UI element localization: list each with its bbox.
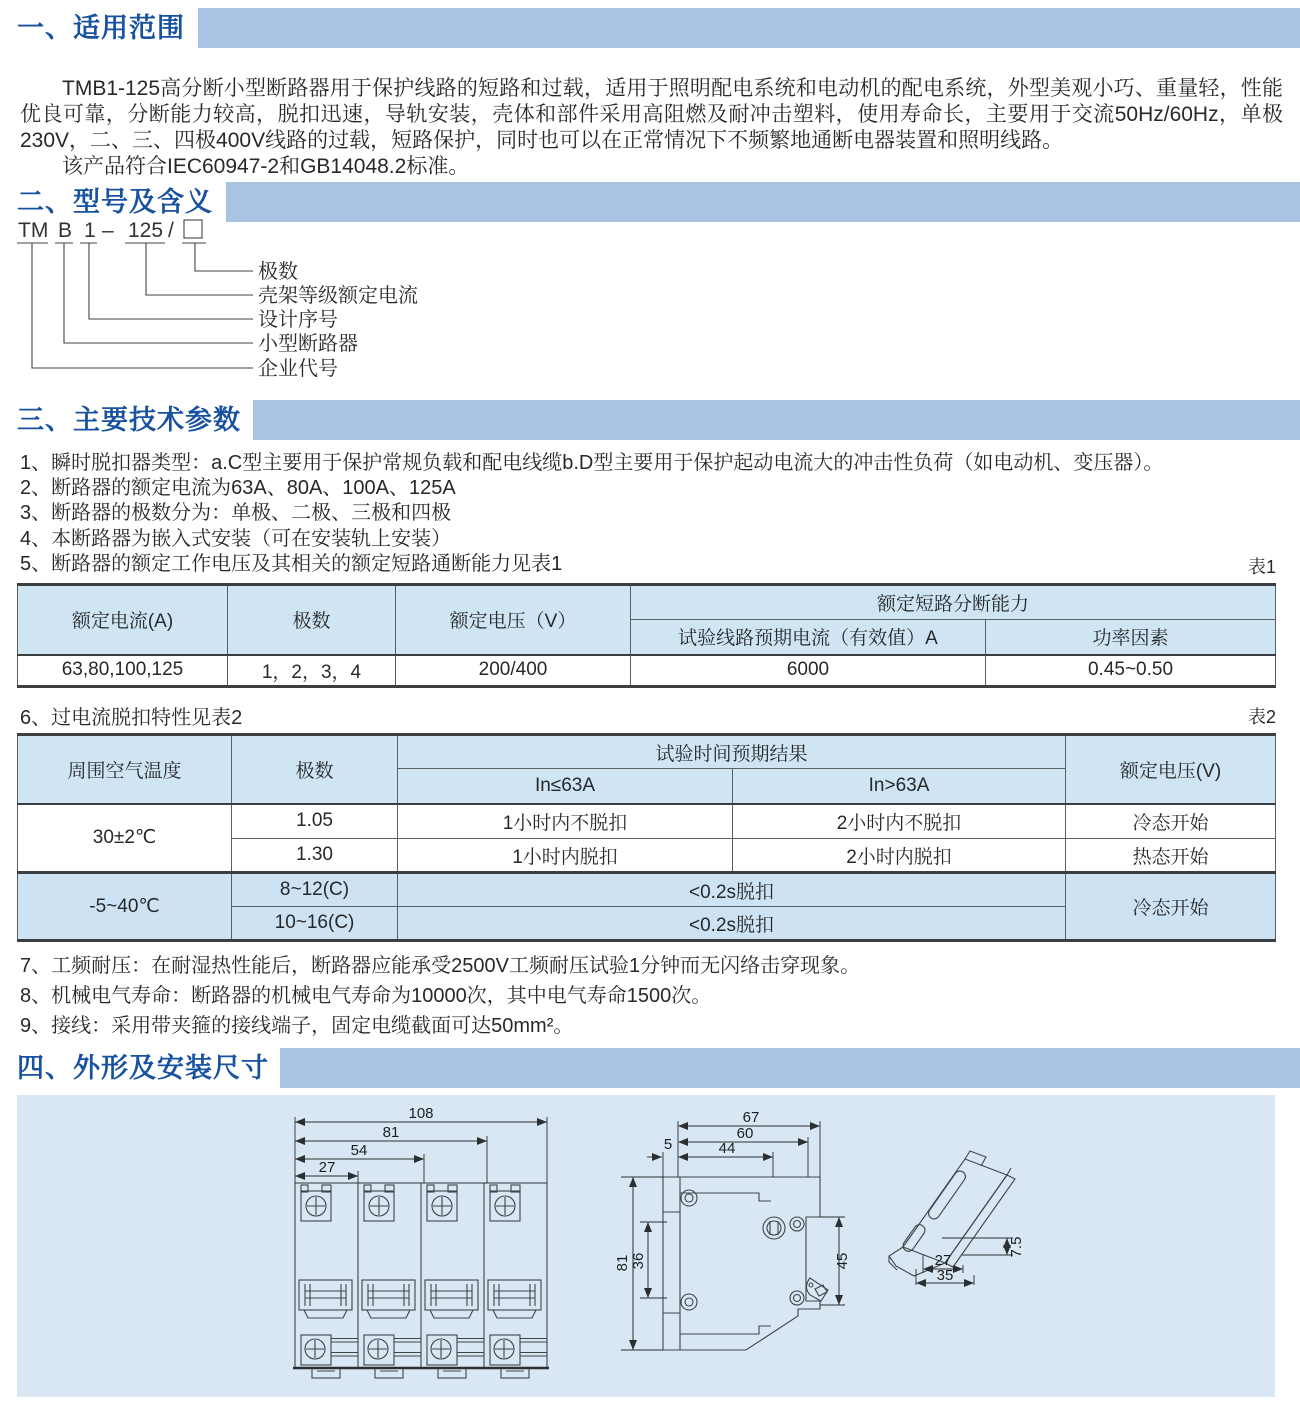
section-header-model — [17, 182, 1300, 222]
din-rail-drawing — [889, 1151, 1025, 1285]
t2-cell: 1.30 — [232, 839, 398, 873]
list-item: 2、断路器的额定电流为63A、80A、100A、125A — [20, 477, 456, 500]
t2-cell: 8~12(C) — [232, 873, 398, 907]
t2-cell: <0.2s脱扣 — [398, 907, 1066, 941]
model-designation-diagram — [10, 218, 470, 390]
intro-paragraph: TMB1-125高分断小型断路器用于保护线路的短路和过载，适用于照明配电系统和电动机的配电系统，外型美观小巧、重量轻，性能优良可靠，分断能力较高，脱扣迅速，导轨安装，壳体和部件采用高阻燃及耐冲击塑料，使用寿命长，主要用于交流50Hz/60Hz，单极230V，二、三、四极400V线路的过载，短路保护，同时也可以在正常情况下不频繁地通断电器装置和照明线路。 — [20, 77, 1283, 152]
table-row — [18, 655, 1276, 687]
list-item: 3、断路器的极数分为：单极、二极、三极和四极 — [20, 502, 452, 525]
table2-tag: 表2 — [1247, 707, 1276, 727]
t2-cell: <0.2s脱扣 — [398, 873, 1066, 907]
dimension-drawings-panel — [17, 1095, 1275, 1397]
front-view-drawing — [293, 1105, 549, 1378]
front-dim-108: 108 — [408, 1105, 434, 1122]
model-part-company: TM — [18, 219, 49, 242]
model-part-current: 125 — [128, 219, 164, 242]
rated-breaking-capacity-table — [17, 583, 1276, 688]
side-dim-44: 44 — [718, 1140, 736, 1157]
front-dim-27: 27 — [318, 1159, 336, 1176]
table1-tag: 表1 — [1247, 557, 1276, 577]
t2-cell: 10~16(C) — [232, 907, 398, 941]
parameter-list — [20, 451, 1163, 577]
side-view-drawing — [614, 1109, 851, 1350]
dimension-drawings — [17, 1095, 1275, 1397]
standards-line: 该产品符合IEC60947-2和GB14048.2标准。 — [62, 155, 470, 178]
t2-cell-temp: 30±2℃ — [18, 804, 232, 873]
pole-count-box — [184, 220, 202, 238]
model-label-frame: 壳架等级额定电流 — [258, 285, 418, 307]
t2-header-poles: 极数 — [232, 735, 398, 804]
list-item: 5、断路器的额定工作电压及其相关的额定短路通断能力见表1 — [20, 552, 563, 575]
section-title: 二、型号及含义 — [17, 187, 213, 217]
model-label-poles: 极数 — [258, 261, 298, 283]
t2-cell: 1小时内不脱扣 — [398, 804, 733, 839]
model-label-mcb: 小型断路器 — [258, 333, 358, 355]
side-dim-45: 45 — [834, 1252, 851, 1270]
side-dim-81: 81 — [614, 1254, 631, 1272]
list-item: 1、瞬时脱扣器类型：a.C型主要用于保护常规负载和配电线缆b.D型主要用于保护起动电流大的冲击性负荷（如电动机、变压器）。 — [20, 452, 1164, 474]
rail-dim-27: 27 — [934, 1252, 952, 1269]
table-row — [18, 804, 1276, 839]
t1-header-poles: 极数 — [228, 585, 396, 655]
t2-cell-temp: -5~40℃ — [18, 873, 232, 941]
t1-subheader-power-factor: 功率因素 — [986, 620, 1276, 655]
section-title: 四、外形及安装尺寸 — [17, 1053, 269, 1083]
model-connector-lines — [32, 243, 253, 368]
t2-cell: 2小时内脱扣 — [733, 839, 1066, 873]
t2-subheader-le63: In≤63A — [398, 769, 733, 804]
section-title: 一、适用范围 — [17, 13, 185, 43]
list-item: 7、工频耐压：在耐湿热性能后，断路器应能承受2500V工频耐压试验1分钟而无闪络击穿现象。 — [20, 955, 861, 977]
t2-cell: 1.05 — [232, 804, 398, 839]
table-row — [18, 873, 1276, 907]
parameter-list-continued — [20, 951, 860, 1041]
section-bar — [280, 1048, 1300, 1088]
t1-cell: 0.45~0.50 — [986, 655, 1276, 687]
side-dim-60: 60 — [736, 1125, 754, 1142]
t2-cell: 冷态开始 — [1066, 804, 1276, 839]
t2-header-test-result: 试验时间预期结果 — [398, 735, 1066, 769]
overcurrent-note: 6、过电流脱扣特性见表2 — [20, 707, 243, 729]
section-header-dimensions — [17, 1048, 1300, 1088]
t2-cell: 冷态开始 — [1066, 873, 1276, 941]
front-dim-54: 54 — [350, 1142, 368, 1159]
rail-dim-7_5: 7.5 — [1008, 1236, 1025, 1258]
t1-subheader-prospective-current: 试验线路预期电流（有效值）A — [631, 620, 986, 655]
t1-cell: 63,80,100,125 — [18, 655, 228, 687]
t2-header-rated-voltage: 额定电压(V) — [1066, 735, 1276, 804]
intro-text — [20, 76, 1283, 180]
t1-cell: 6000 — [631, 655, 986, 687]
t2-header-ambient-temp: 周围空气温度 — [18, 735, 232, 804]
side-dim-36: 36 — [630, 1252, 647, 1270]
model-part-slash: / — [168, 219, 174, 242]
t2-cell: 1小时内脱扣 — [398, 839, 733, 873]
t1-header-rated-voltage: 额定电压（V） — [396, 585, 631, 655]
rail-dim-35: 35 — [936, 1267, 954, 1284]
list-item: 4、本断路器为嵌入式安装（可在安装轨上安装） — [20, 527, 452, 550]
t2-cell: 热态开始 — [1066, 839, 1276, 873]
model-part-dash: – — [102, 219, 114, 242]
side-dim-5: 5 — [663, 1136, 673, 1153]
section-title: 三、主要技术参数 — [17, 405, 241, 435]
list-item: 9、接线：采用带夹箍的接线端子，固定电缆截面可达50mm²。 — [20, 1015, 574, 1037]
tripping-characteristics-table — [17, 733, 1276, 942]
side-dim-67: 67 — [742, 1109, 760, 1126]
list-item: 8、机械电气寿命：断路器的机械电气寿命为10000次，其中电气寿命1500次。 — [20, 985, 712, 1007]
t2-cell: 2小时内不脱扣 — [733, 804, 1066, 839]
model-label-company: 企业代号 — [258, 358, 338, 380]
section-header-parameters — [17, 400, 1300, 440]
section-bar — [253, 400, 1300, 440]
t1-cell: 1，2，3，4 — [228, 655, 396, 687]
section-bar — [226, 182, 1300, 222]
t1-header-rated-current: 额定电流(A) — [18, 585, 228, 655]
t2-subheader-gt63: In>63A — [733, 769, 1066, 804]
section-header-scope — [17, 8, 1300, 48]
model-part-type: B — [58, 219, 73, 242]
section-bar — [198, 8, 1300, 48]
t1-header-breaking-capacity: 额定短路分断能力 — [631, 585, 1276, 620]
front-dim-81: 81 — [382, 1124, 400, 1141]
t1-cell: 200/400 — [396, 655, 631, 687]
model-part-design: 1 — [84, 219, 96, 242]
model-label-design: 设计序号 — [258, 309, 338, 331]
